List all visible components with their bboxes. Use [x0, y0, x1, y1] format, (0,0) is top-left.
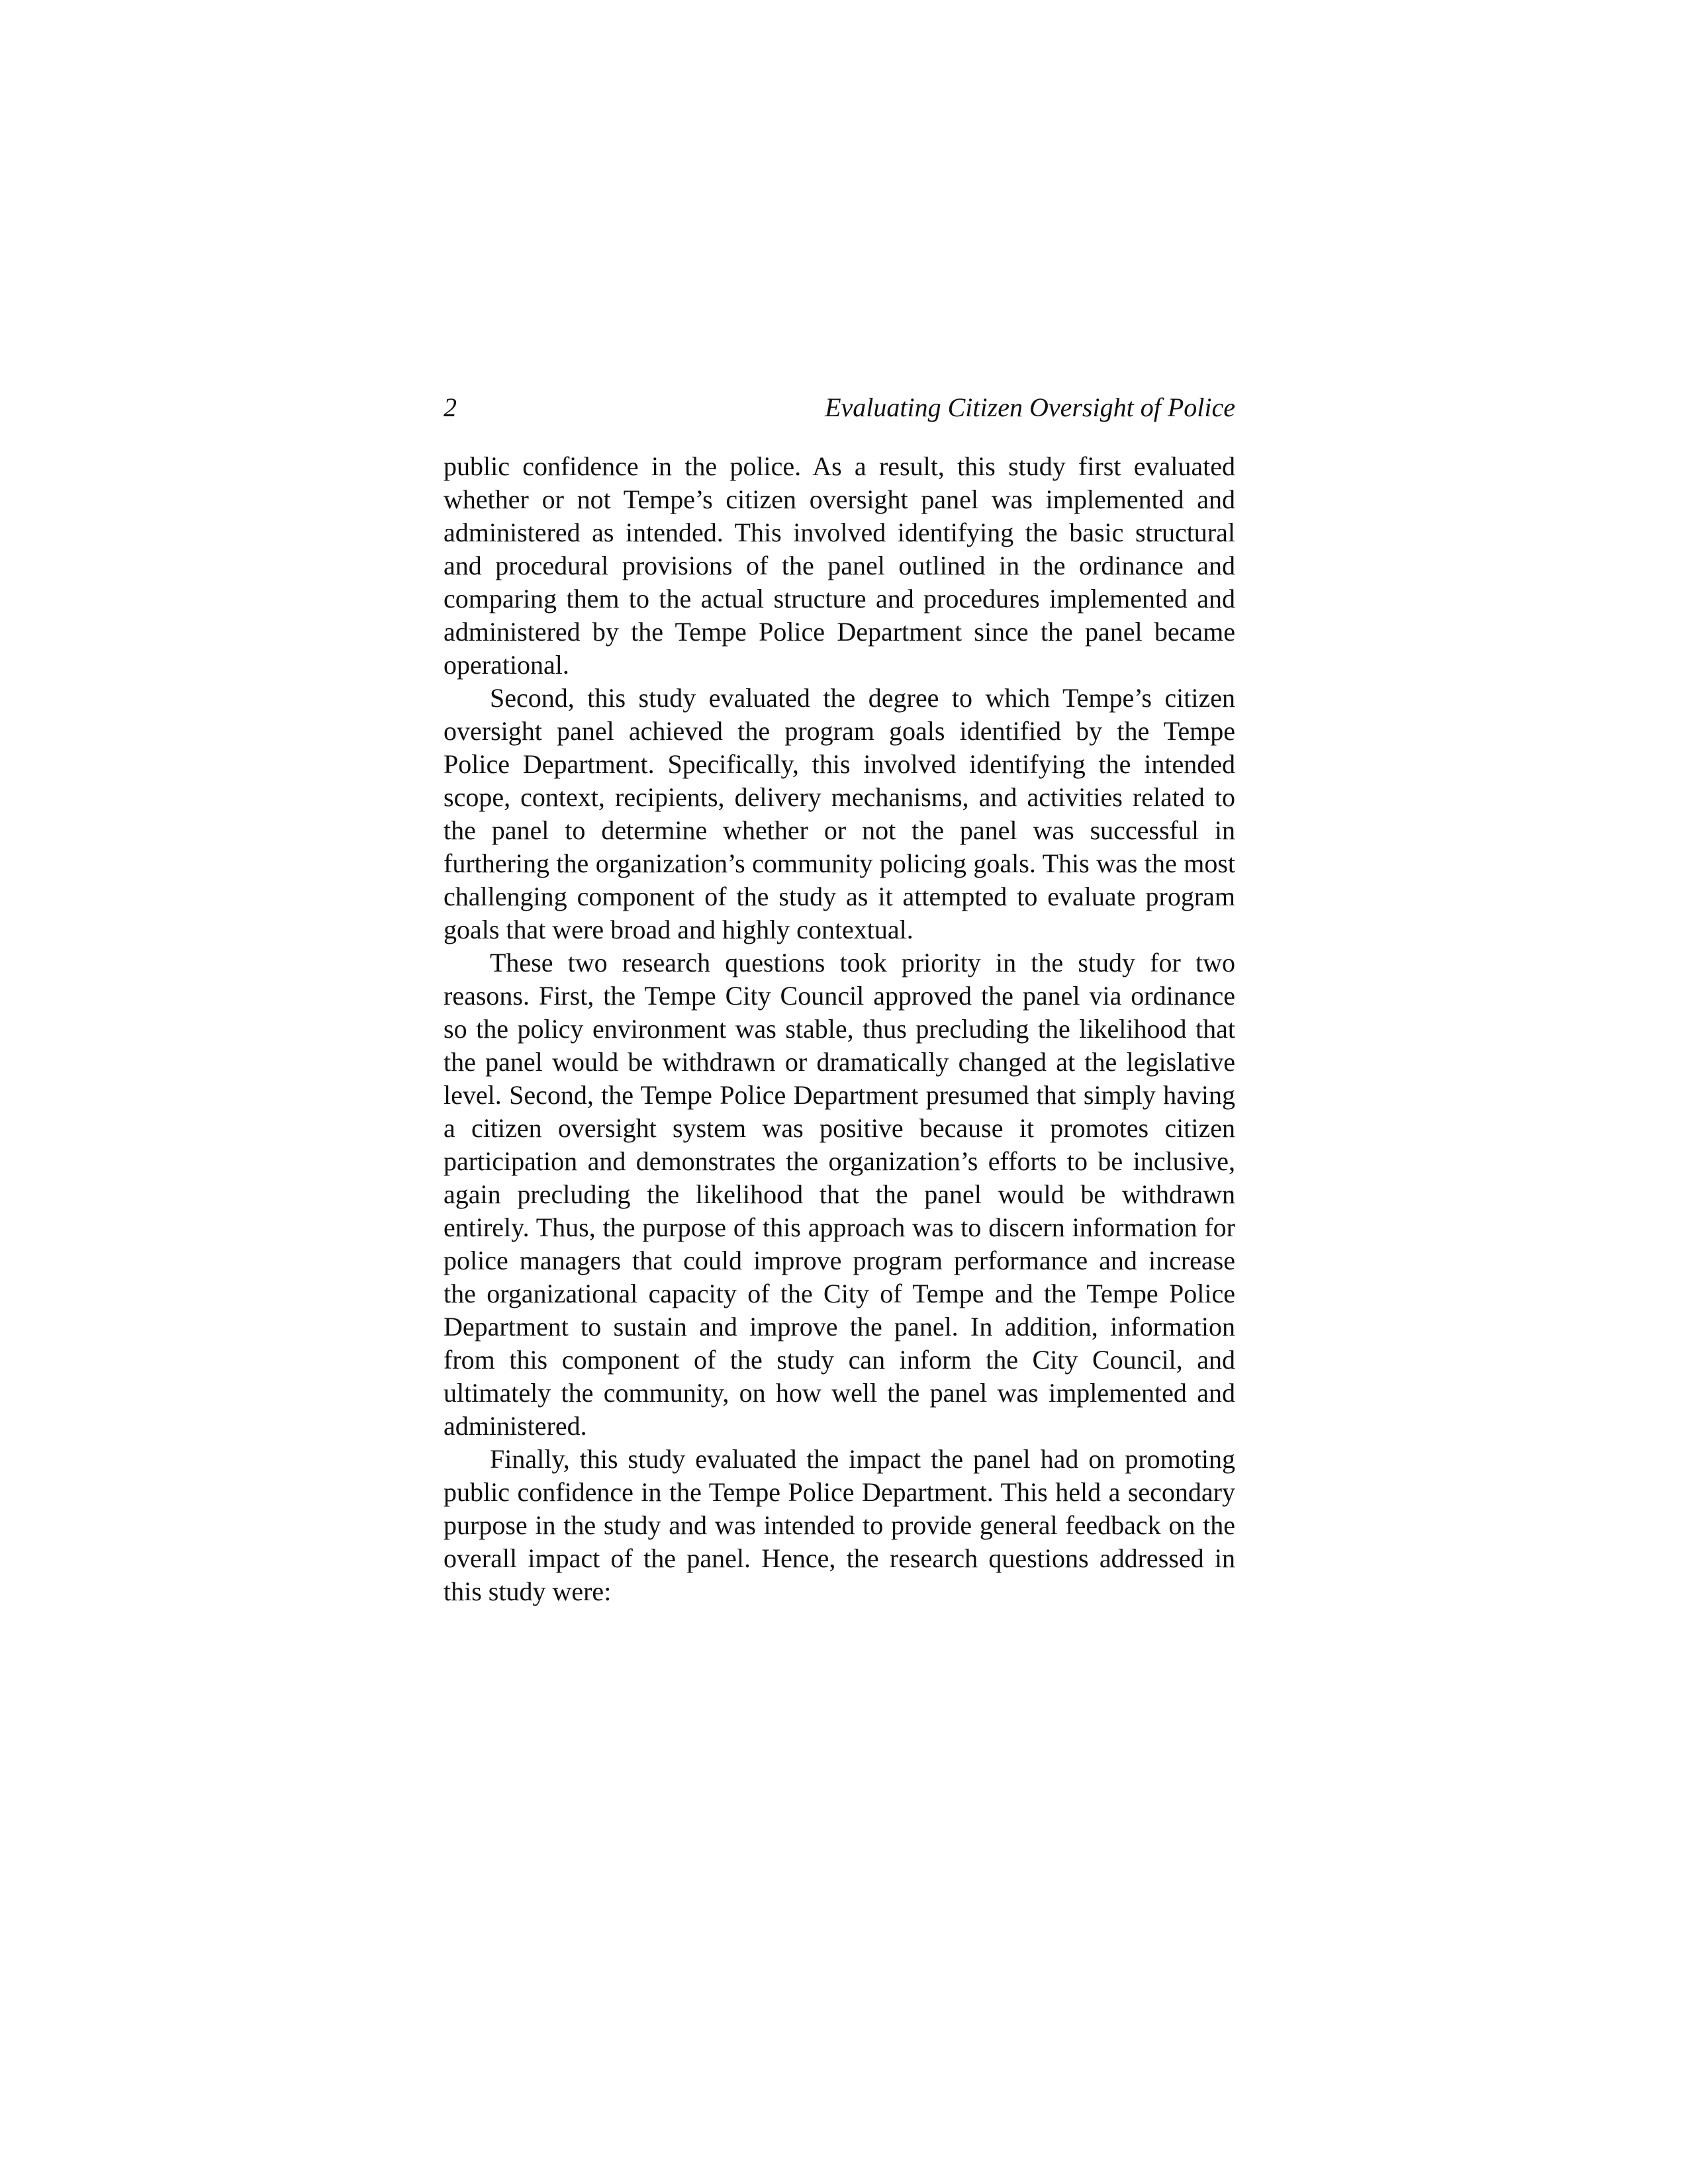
paragraph: Finally, this study evaluated the impact the panel had on promoting public confidence in the Tempe Police Department. This held a secondary purpose in the study and was intended to provide general feedback on the overall impact of the panel. Hence, the research questions addressed in this study were: — [444, 1444, 1235, 1606]
page-number: 2 — [444, 392, 457, 422]
book-page — [444, 390, 1235, 1608]
running-head — [444, 390, 1235, 425]
paragraph: These two research questions took priority in the study for two reasons. First, the Tempe City Council approved the panel via ordinance so the policy environment was stable, thus precluding the likelihood that the panel would be withdrawn or dramatically changed at the legislative level. Second, the Tempe Police Department presumed that simply having a citizen oversight system was positive because it promotes citizen participation and demonstrates the organization’s efforts to be inclusive, again precluding the likelihood that the panel would be withdrawn entirely. Thus, the purpose of this approach was to discern information for police managers that could improve program performance and increase the organizational capacity of the City of Tempe and the Tempe Police Department to sustain and improve the panel. In addition, information from this component of the study can inform the City Council, and ultimately the community, on how well the panel was implemented and administered. — [444, 948, 1235, 1441]
paragraph: Second, this study evaluated the degree to which Tempe’s citizen oversight panel achieved the program goals identified by the Tempe Police Department. Specifically, this involved identifying the intended scope, context, recipients, delivery mechanisms, and activities related to the panel to determine whether or not the panel was successful in furthering the organization’s community policing goals. This was the most challenging component of the study as it attempted to evaluate program goals that were broad and highly contextual. — [444, 683, 1235, 944]
body-text — [444, 450, 1235, 1608]
paragraph: public confidence in the police. As a result, this study first evaluated whether or not Tempe’s citizen oversight panel was implemented and administered as intended. This involved identifying the basic structural and procedural provisions of the panel outlined in the ordinance and comparing them to the actual structure and procedures implemented and administered by the Tempe Police Department since the panel became operational. — [444, 451, 1235, 680]
running-title: Evaluating Citizen Oversight of Police — [825, 392, 1235, 422]
